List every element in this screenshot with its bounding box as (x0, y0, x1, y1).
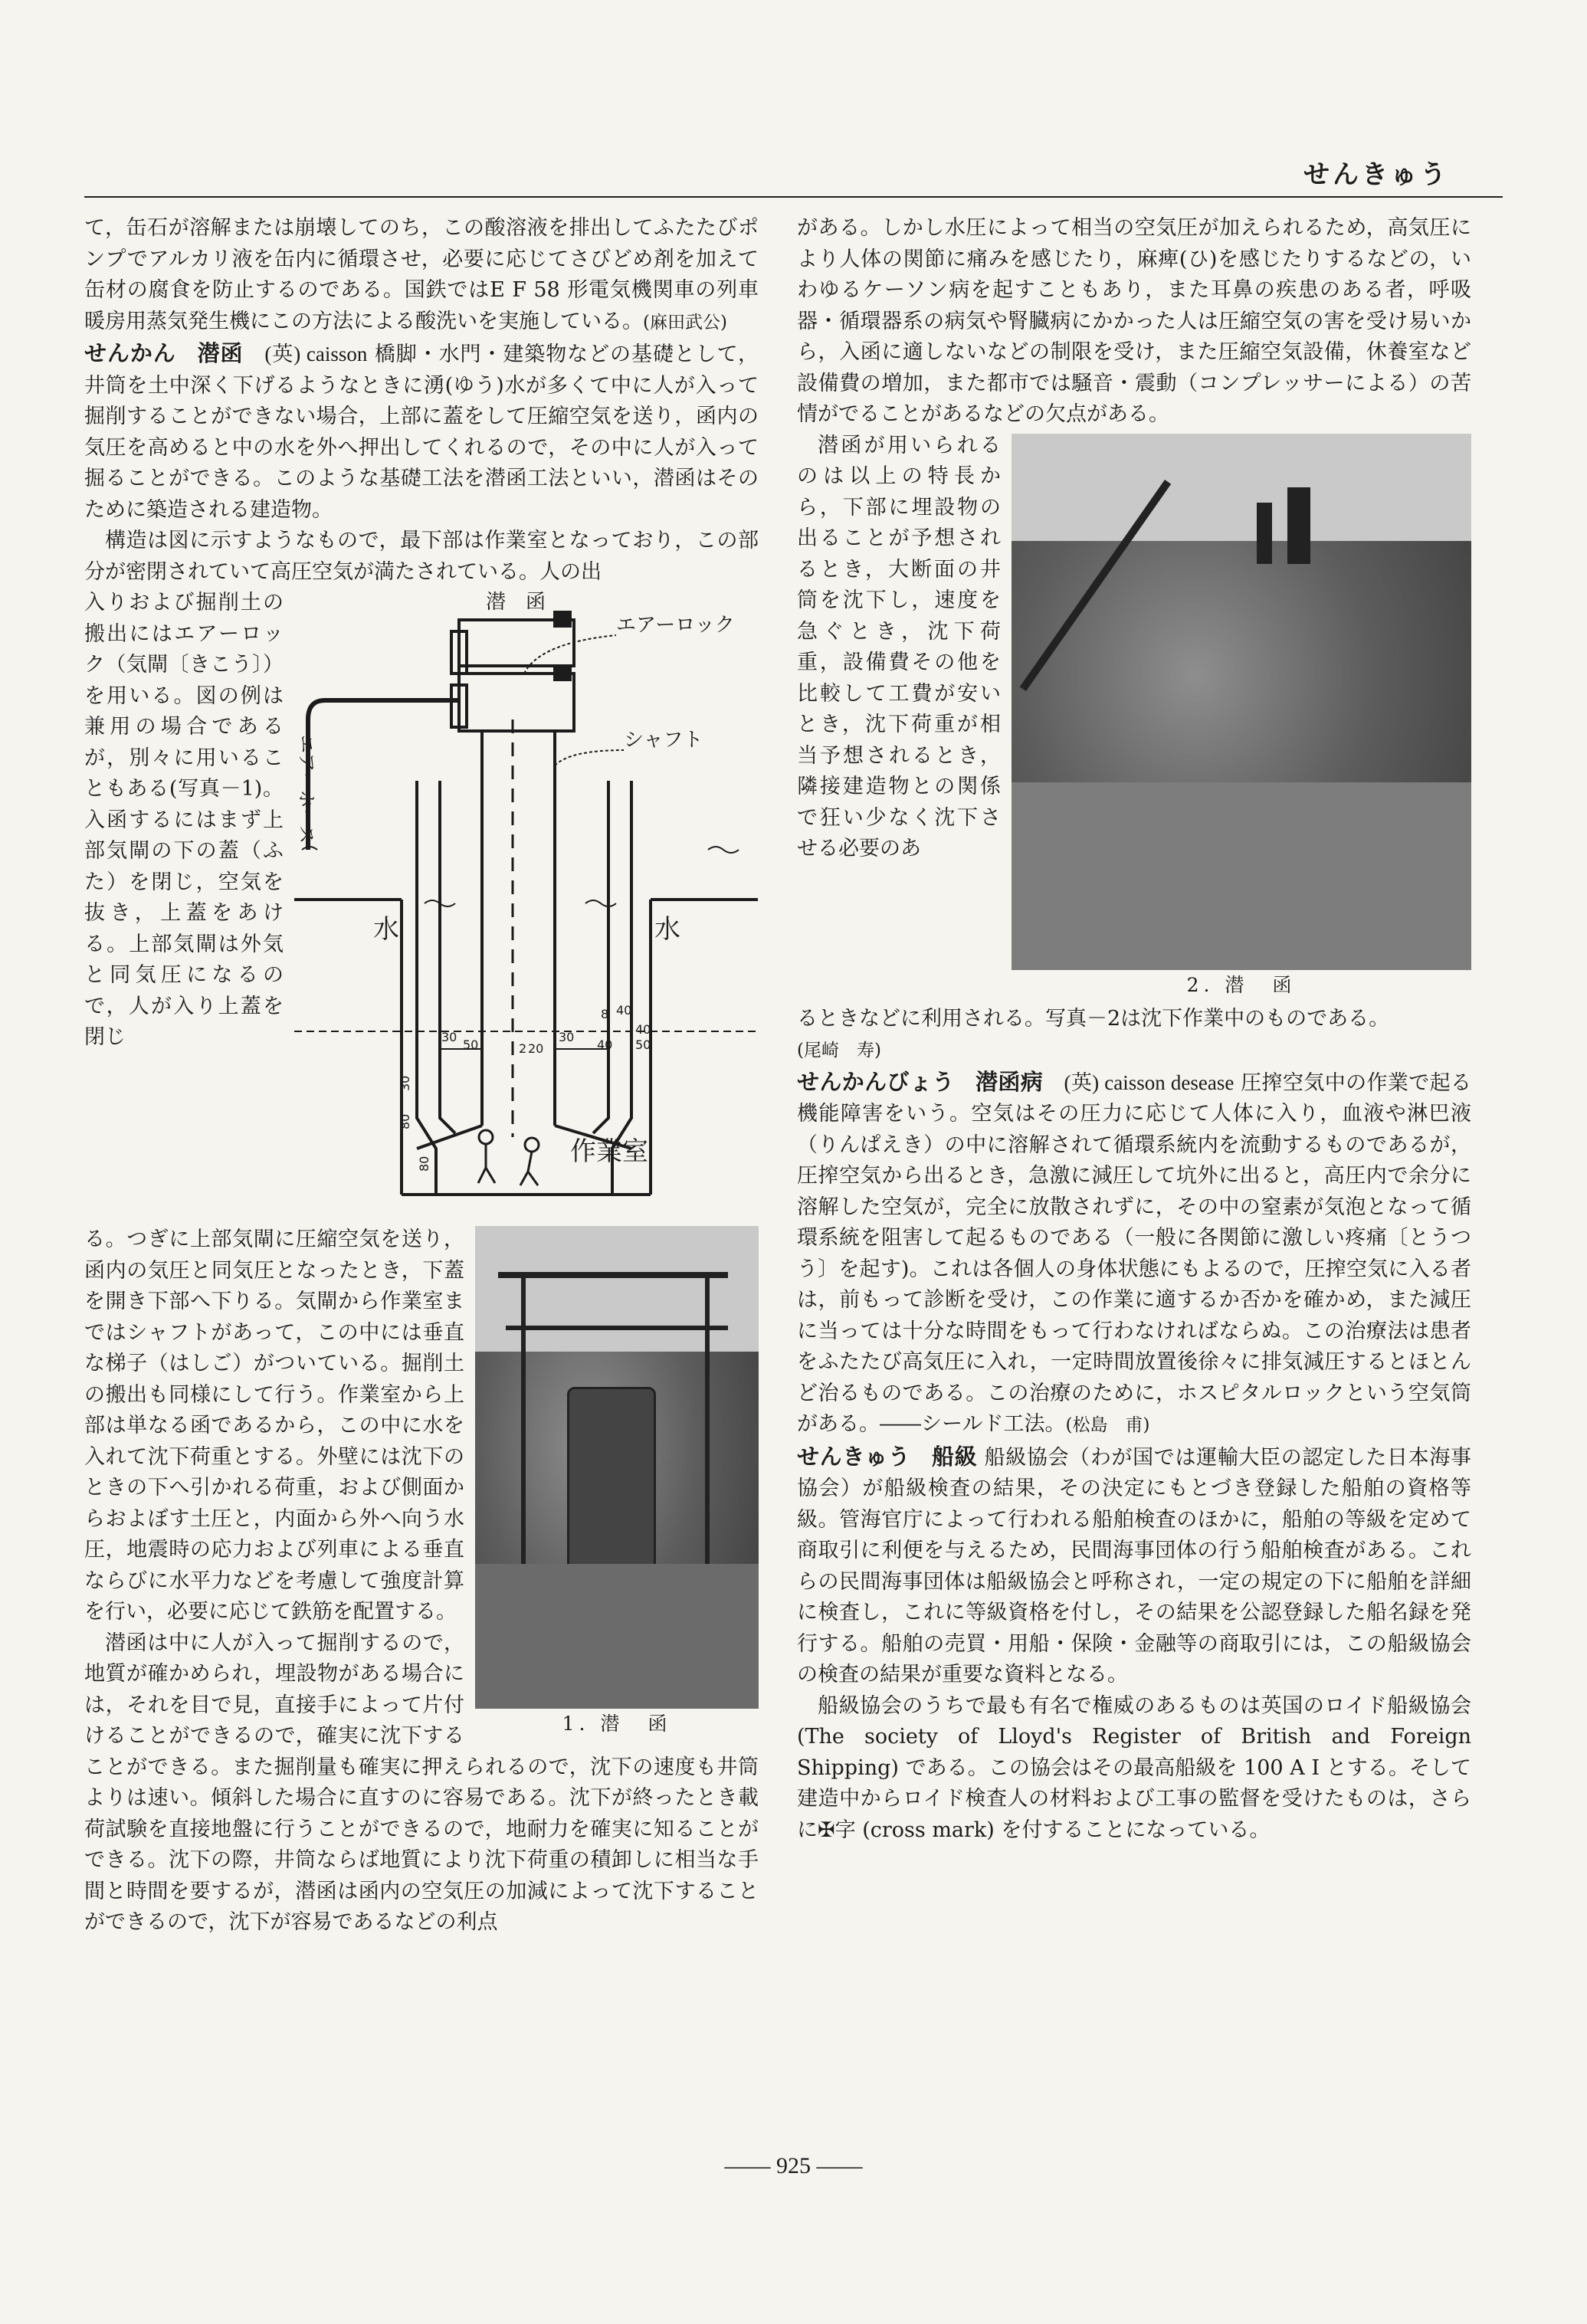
author-signature: (尾崎 寿) (797, 1041, 881, 1060)
label-airhose: エアーホース (296, 735, 317, 844)
english-term: (英) caisson desease (1064, 1070, 1235, 1094)
caisson-diagram-svg (294, 589, 762, 1221)
paragraph-continuation: て，缶石が溶解または崩壊してのち，この酸溶液を排出してふたたびポンプでアルカリ液を缶内に循環させ，必要に応じてさびどめ剤を加えて缶材の腐食を防止するのである。国鉄ではE F 58 形電気機関車の列車暖房用蒸気発生機にこの方法による酸洗いを実施している。(麻田武公) (84, 216, 759, 333)
headword-kanji: 潜函 (197, 340, 244, 366)
entry-text: 橋脚・水門・建築物などの基礎として，井筒を土中深く下げるようなときに湧(ゆう)水が多くて中に人が入って掘削することができない場合，上部に蓋をして圧縮空気を送り，函内の気圧を高めると中の水を外へ押出してくれるので，その中に人が入って掘ることができる。このような基礎工法を潜函工法といい，潜函はそのために築造される建造物。 (84, 343, 759, 522)
svg-text:30: 30 (398, 1075, 412, 1091)
entry-senkan (84, 338, 759, 526)
worker-figures (478, 1130, 539, 1185)
svg-text:50: 50 (635, 1037, 651, 1052)
entry-senkanbyou (797, 1067, 1471, 1441)
paragraph-advantages: 潜函は中に人が入って掘削するので，地質が確かめられ，埋設物がある場合には，それを目で見，直接手によって片付けることができるので，確実に沈下することができる。また掘削量も確実に押えられるので，沈下の速度も井筒よりは速い。傾斜した場合に直すのに容易である。沈下が終ったとき載荷試験を直接地盤に行うことができるので，地耐力を確実に知ることができる。沈下の際，井筒ならば地質により沈下荷重の積卸しに相当な手間と時間を要するが，潜函は函内の空気圧の加減によって沈下することができるので，沈下が容易であるなどの利点 (84, 1631, 759, 1934)
svg-text:30: 30 (441, 1030, 457, 1044)
svg-text:40: 40 (635, 1022, 651, 1037)
right-column (797, 213, 1471, 1846)
paragraph-airlock: 入りおよび掘削土の搬出にはエアーロック（気閘〔きこう〕）を用いる。図の例は兼用の場合であるが，別々に用いることもある(写真－1)。入函するにはまず上部気閘の下の蓋（ふた）を閉じ，空気を抜き，上蓋をあける。上部気閘は外気と同気圧になるので，人が入り上蓋を閉じ (84, 591, 284, 1049)
svg-text:40: 40 (597, 1037, 613, 1052)
photo-2 (1012, 434, 1471, 970)
paragraph-disadvantages: がある。しかし水圧によって相当の空気圧が加えられるため，高気圧により人体の関節に痛みを感じたり，麻痺(ひ)を感じたりするなどの，いわゆるケーソン病を起すこともあり，また耳鼻の疾患のある者，呼吸器・循環器系の病気や腎臓病にかかった人は圧縮空気の害を受け易いから，入函に適しないなどの制限を受け，また圧縮空気設備，休養室など設備費の増加，また都市では騒音・震動（コンプレッサーによる）の苦情がでることがあるなどの欠点がある。 (797, 216, 1471, 426)
paragraph-airlock-continued: る。つぎに上部気閘に圧縮空気を送り，函内の気圧と同気圧となったとき，下蓋を開き下部へ下りる。気閘から作業室まではシャフトがあって，この中には垂直な梯子（はしご）がついている。掘削土の搬出も同様にして行う。作業室から上部は単なる函であるから，この中に水を入れて沈下荷重とする。外壁には沈下のときの下へ引かれる荷重，および側面からおよぼす土圧と，内面から外へ向う水圧，地震時の応力および列車による垂直ならびに水平力などを考慮して強度計算を行い，必要に応じて鉄筋を配置する。 (84, 1228, 464, 1624)
svg-text:80: 80 (398, 1113, 412, 1129)
label-shaft: シャフト (624, 729, 703, 752)
label-workroom: 作業室 (570, 1136, 648, 1167)
headword-kana: せんかん (84, 340, 176, 366)
photo-1-figure (475, 1226, 759, 1739)
photo-1 (475, 1226, 759, 1709)
svg-text:20: 20 (528, 1041, 544, 1056)
english-term: (英) caisson (264, 343, 368, 365)
diagram-title: 潜 函 (486, 591, 546, 614)
page-number: ―― 925 ―― (724, 2153, 863, 2178)
headword-kanji: 潜函病 (975, 1068, 1044, 1095)
label-water-left: 水 (373, 914, 399, 945)
paragraph-lloyds: 船級協会のうちで最も有名で権威のあるものは英国のロイド船級協会 (The society of Lloyd's Register of British and Foreign Shipping) である。この協会はその最高船級を 100 A I とする。そして建造中からロイド検査人の材料および工事の監督を受けたものは，さらに✠字 (cross mark) を付することになっている。 (797, 1693, 1471, 1842)
svg-text:2: 2 (519, 1041, 527, 1056)
svg-text:80: 80 (417, 1155, 431, 1172)
entry-text: 圧搾空気中の作業で起る機能障害をいう。空気はその圧力に応じて人体に入り，血液や淋巴液（りんぱえき）の中に溶解されて循環系統内を流動するものであるが，圧搾空気から出るとき，急激に減圧して坑外に出ると，高圧内で余分に溶解した空気が，完全に放散されずに，その中の窒素が気泡となって循環系統を阻害して起るものである（一般に各関節に激しい疼痛〔とうつう〕を起す)。これは各個人の身体状態にもよるので，圧搾空気に入る者は，前もって診断を受け，この作業に適するか否かを確かめ，また減圧に当っては十分な時間をもって行わなければならぬ。この治療法は患者をふたたび高気圧に入れ，一定時間放置後徐々に排気減圧するとほとんど治るものである。この治療のために，ホスピタルロックという空気筒がある。――シールド工法。 (797, 1070, 1471, 1436)
paragraph-structure: 構造は図に示すようなもので，最下部は作業室となっており，この部分が密閉されていて高圧空気が満たされている。人の出 (84, 529, 759, 584)
left-column (84, 213, 759, 1939)
running-head: せんきゅう (1303, 159, 1449, 190)
paragraph-uses: 潜函が用いられるのは以上の特長から，下部に埋設物の出ることが予想されるとき，大断面の井筒を沈下し，速度を急ぐとき，沈下荷重，設備費その他を比較して工費が安いとき，沈下荷重が相当予想されるとき，隣接建造物との関係で狂い少なく沈下させる必要のあ (797, 433, 1001, 860)
svg-text:50: 50 (463, 1037, 479, 1052)
photo-2-figure (1012, 434, 1471, 1001)
author-signature: (麻田武公) (643, 312, 727, 333)
photo-2-caption: 2. 潜 函 (1186, 973, 1297, 996)
label-water-right: 水 (654, 914, 680, 945)
entry-text: 船級協会（わが国では運輸大臣の認定した日本海事協会）が船級検査の結果，その決定にもとづき登録した船舶の資格等級。管海官庁によって行われる船舶検査のほかに，船舶の等級を定めて商取引に利便を与えるため，民間海事団体の行う船舶検査がある。これらの民間海事団体は船級協会と呼称され，一定の規定の下に船舶を詳細に検査し，これに等級資格を付し，その結果を公認登録した船名録を発行する。船舶の売買・用船・保険・金融等の商取引には，この船級協会の検査の結果が重要な資料となる。 (797, 1445, 1471, 1686)
header-rule (84, 196, 1503, 198)
entry-senkyuu (797, 1441, 1471, 1691)
author-signature: (松島 甫) (1065, 1415, 1150, 1435)
svg-text:30: 30 (559, 1030, 575, 1044)
photo-1-caption: 1. 潜 函 (562, 1713, 672, 1735)
label-airlock: エアーロック (616, 614, 735, 637)
headword-kana: せんかんびょう (797, 1068, 955, 1095)
paragraph-uses-continued: るときなどに利用される。写真－2は沈下作業中のものである。 (尾崎 寿) (797, 1006, 1390, 1060)
svg-text:8: 8 (601, 1007, 609, 1021)
headword-kanji: 船級 (931, 1443, 978, 1470)
svg-text:40: 40 (616, 1003, 632, 1018)
headword-kana: せんきゅう (797, 1443, 911, 1470)
caisson-diagram (294, 589, 762, 1221)
